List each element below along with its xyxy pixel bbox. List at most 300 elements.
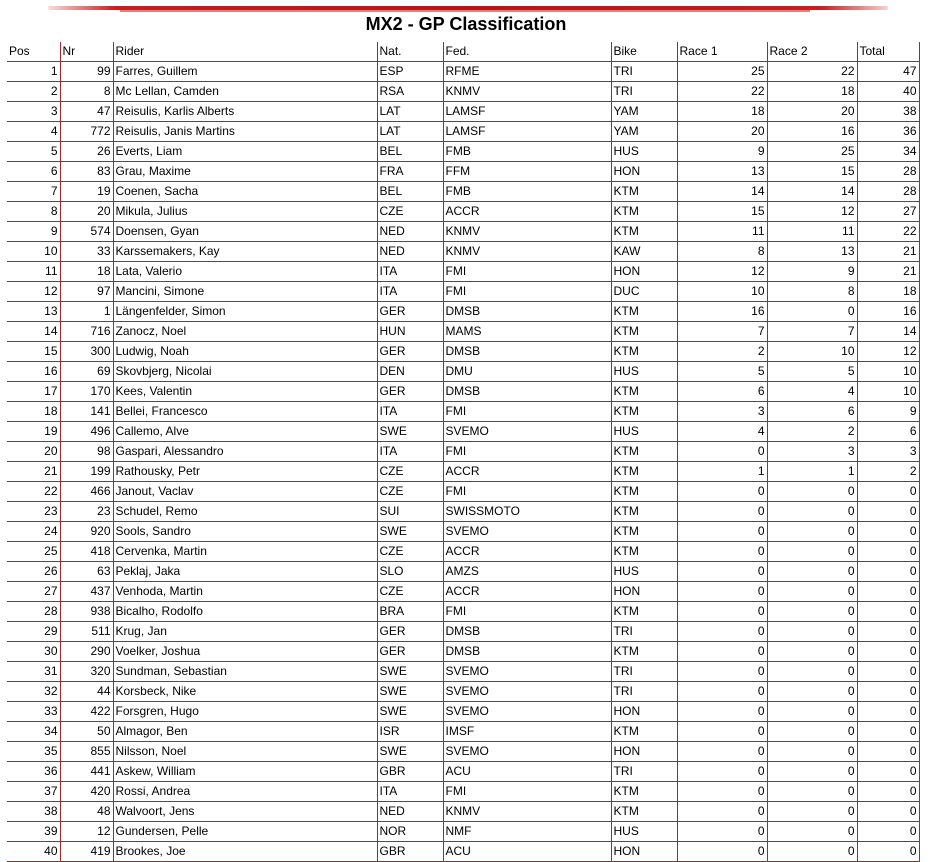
cell-nr: 8 (60, 82, 113, 102)
cell-race2: 10 (767, 342, 857, 362)
cell-nr: 420 (60, 782, 113, 802)
cell-total: 0 (857, 762, 919, 782)
cell-race2: 18 (767, 82, 857, 102)
cell-nr: 44 (60, 682, 113, 702)
cell-race1: 11 (677, 222, 767, 242)
table-row (7, 462, 919, 482)
cell-pos: 31 (7, 662, 60, 682)
table-row (7, 842, 919, 862)
cell-pos: 12 (7, 282, 60, 302)
cell-race2: 6 (767, 402, 857, 422)
cell-nat: BRA (377, 602, 443, 622)
cell-bike: HON (611, 702, 677, 722)
cell-bike: KTM (611, 802, 677, 822)
cell-race1: 0 (677, 522, 767, 542)
cell-race2: 3 (767, 442, 857, 462)
cell-total: 0 (857, 742, 919, 762)
cell-race2: 0 (767, 782, 857, 802)
cell-race2: 0 (767, 802, 857, 822)
cell-nr: 141 (60, 402, 113, 422)
cell-nat: ITA (377, 282, 443, 302)
cell-race2: 0 (767, 822, 857, 842)
cell-race1: 0 (677, 782, 767, 802)
cell-nat: FRA (377, 162, 443, 182)
cell-total: 22 (857, 222, 919, 242)
cell-nr: 170 (60, 382, 113, 402)
cell-race2: 8 (767, 282, 857, 302)
cell-rider: Sools, Sandro (113, 522, 377, 542)
cell-rider: Venhoda, Martin (113, 582, 377, 602)
table-row (7, 202, 919, 222)
cell-race1: 3 (677, 402, 767, 422)
cell-bike: KTM (611, 722, 677, 742)
cell-total: 36 (857, 122, 919, 142)
cell-nr: 418 (60, 542, 113, 562)
cell-fed: FMI (443, 442, 611, 462)
cell-race1: 0 (677, 802, 767, 822)
cell-fed: DMSB (443, 382, 611, 402)
cell-nat: GER (377, 342, 443, 362)
cell-race2: 0 (767, 582, 857, 602)
cell-race2: 20 (767, 102, 857, 122)
table-row (7, 422, 919, 442)
cell-fed: FMI (443, 402, 611, 422)
cell-race1: 0 (677, 722, 767, 742)
cell-nat: CZE (377, 582, 443, 602)
col-nr: Nr (60, 42, 113, 62)
table-row (7, 142, 919, 162)
cell-pos: 38 (7, 802, 60, 822)
cell-total: 16 (857, 302, 919, 322)
col-nat: Nat. (377, 42, 443, 62)
cell-total: 0 (857, 622, 919, 642)
cell-bike: TRI (611, 662, 677, 682)
cell-bike: KTM (611, 442, 677, 462)
cell-nat: CZE (377, 542, 443, 562)
cell-pos: 10 (7, 242, 60, 262)
table-row (7, 322, 919, 342)
cell-pos: 16 (7, 362, 60, 382)
cell-nat: LAT (377, 122, 443, 142)
cell-nr: 18 (60, 262, 113, 282)
cell-nat: SUI (377, 502, 443, 522)
cell-nr: 320 (60, 662, 113, 682)
cell-nr: 69 (60, 362, 113, 382)
cell-pos: 29 (7, 622, 60, 642)
cell-fed: SVEMO (443, 702, 611, 722)
col-race1: Race 1 (677, 42, 767, 62)
cell-race2: 16 (767, 122, 857, 142)
cell-bike: TRI (611, 62, 677, 82)
cell-bike: KTM (611, 222, 677, 242)
table-row (7, 562, 919, 582)
cell-race2: 0 (767, 602, 857, 622)
cell-nr: 97 (60, 282, 113, 302)
cell-nat: GER (377, 642, 443, 662)
cell-nr: 48 (60, 802, 113, 822)
cell-rider: Callemo, Alve (113, 422, 377, 442)
cell-total: 28 (857, 162, 919, 182)
col-bike: Bike (611, 42, 677, 62)
table-row (7, 702, 919, 722)
cell-nat: GER (377, 302, 443, 322)
table-row (7, 222, 919, 242)
cell-bike: HUS (611, 822, 677, 842)
cell-fed: SWISSMOTO (443, 502, 611, 522)
cell-pos: 21 (7, 462, 60, 482)
cell-total: 0 (857, 582, 919, 602)
cell-total: 21 (857, 262, 919, 282)
cell-rider: Bicalho, Rodolfo (113, 602, 377, 622)
cell-pos: 39 (7, 822, 60, 842)
cell-bike: KTM (611, 202, 677, 222)
col-race2: Race 2 (767, 42, 857, 62)
cell-pos: 30 (7, 642, 60, 662)
cell-race2: 0 (767, 522, 857, 542)
cell-rider: Sundman, Sebastian (113, 662, 377, 682)
cell-rider: Cervenka, Martin (113, 542, 377, 562)
cell-nat: SWE (377, 662, 443, 682)
cell-rider: Coenen, Sacha (113, 182, 377, 202)
cell-race1: 0 (677, 742, 767, 762)
cell-race2: 2 (767, 422, 857, 442)
cell-race1: 0 (677, 622, 767, 642)
cell-bike: KTM (611, 502, 677, 522)
cell-race1: 0 (677, 442, 767, 462)
cell-fed: FMB (443, 142, 611, 162)
cell-race2: 0 (767, 542, 857, 562)
cell-pos: 23 (7, 502, 60, 522)
cell-total: 34 (857, 142, 919, 162)
cell-pos: 32 (7, 682, 60, 702)
cell-bike: KTM (611, 642, 677, 662)
cell-pos: 27 (7, 582, 60, 602)
cell-pos: 13 (7, 302, 60, 322)
cell-race2: 9 (767, 262, 857, 282)
cell-nat: ITA (377, 262, 443, 282)
cell-race2: 0 (767, 562, 857, 582)
cell-nat: ITA (377, 782, 443, 802)
cell-nat: BEL (377, 182, 443, 202)
cell-pos: 17 (7, 382, 60, 402)
cell-bike: KTM (611, 522, 677, 542)
cell-nat: SWE (377, 682, 443, 702)
cell-nat: NED (377, 802, 443, 822)
cell-race2: 0 (767, 702, 857, 722)
cell-pos: 37 (7, 782, 60, 802)
cell-total: 18 (857, 282, 919, 302)
cell-fed: KNMV (443, 82, 611, 102)
cell-fed: KNMV (443, 802, 611, 822)
cell-bike: HON (611, 162, 677, 182)
cell-race1: 15 (677, 202, 767, 222)
cell-rider: Ludwig, Noah (113, 342, 377, 362)
cell-nat: ISR (377, 722, 443, 742)
cell-bike: TRI (611, 82, 677, 102)
cell-race1: 10 (677, 282, 767, 302)
cell-fed: SVEMO (443, 522, 611, 542)
cell-nr: 437 (60, 582, 113, 602)
cell-rider: Lata, Valerio (113, 262, 377, 282)
cell-rider: Rossi, Andrea (113, 782, 377, 802)
cell-race1: 20 (677, 122, 767, 142)
cell-nr: 19 (60, 182, 113, 202)
cell-race1: 18 (677, 102, 767, 122)
cell-race1: 12 (677, 262, 767, 282)
cell-nat: CZE (377, 462, 443, 482)
cell-nat: LAT (377, 102, 443, 122)
cell-rider: Bellei, Francesco (113, 402, 377, 422)
cell-rider: Kees, Valentin (113, 382, 377, 402)
cell-nr: 98 (60, 442, 113, 462)
cell-total: 0 (857, 482, 919, 502)
table-row (7, 502, 919, 522)
cell-pos: 25 (7, 542, 60, 562)
cell-nat: SWE (377, 522, 443, 542)
cell-nat: CZE (377, 202, 443, 222)
cell-nr: 20 (60, 202, 113, 222)
cell-race1: 0 (677, 682, 767, 702)
cell-nr: 938 (60, 602, 113, 622)
cell-rider: Karssemakers, Kay (113, 242, 377, 262)
cell-pos: 18 (7, 402, 60, 422)
cell-fed: LAMSF (443, 102, 611, 122)
table-row (7, 602, 919, 622)
cell-total: 0 (857, 802, 919, 822)
cell-rider: Längenfelder, Simon (113, 302, 377, 322)
cell-nr: 511 (60, 622, 113, 642)
cell-race1: 1 (677, 462, 767, 482)
cell-nat: ITA (377, 442, 443, 462)
cell-race1: 0 (677, 502, 767, 522)
table-row (7, 642, 919, 662)
cell-race2: 0 (767, 762, 857, 782)
cell-fed: LAMSF (443, 122, 611, 142)
cell-race2: 0 (767, 842, 857, 862)
table-row (7, 542, 919, 562)
cell-bike: HON (611, 842, 677, 862)
table-row (7, 102, 919, 122)
cell-rider: Mc Lellan, Camden (113, 82, 377, 102)
table-row (7, 822, 919, 842)
cell-bike: TRI (611, 622, 677, 642)
cell-rider: Skovbjerg, Nicolai (113, 362, 377, 382)
cell-race2: 22 (767, 62, 857, 82)
cell-race2: 0 (767, 622, 857, 642)
cell-race1: 0 (677, 562, 767, 582)
cell-fed: ACCR (443, 542, 611, 562)
cell-nat: SLO (377, 562, 443, 582)
cell-nr: 47 (60, 102, 113, 122)
cell-total: 0 (857, 662, 919, 682)
cell-bike: KTM (611, 322, 677, 342)
cell-nr: 772 (60, 122, 113, 142)
cell-race2: 0 (767, 302, 857, 322)
cell-race2: 15 (767, 162, 857, 182)
cell-pos: 15 (7, 342, 60, 362)
table-row (7, 482, 919, 502)
table-row (7, 582, 919, 602)
cell-race2: 25 (767, 142, 857, 162)
cell-nr: 920 (60, 522, 113, 542)
cell-total: 28 (857, 182, 919, 202)
cell-nat: NED (377, 242, 443, 262)
cell-race2: 0 (767, 482, 857, 502)
cell-rider: Reisulis, Karlis Alberts (113, 102, 377, 122)
page-title: MX2 - GP Classification (365, 14, 567, 34)
cell-total: 0 (857, 562, 919, 582)
cell-bike: KTM (611, 482, 677, 502)
cell-bike: KTM (611, 542, 677, 562)
cell-rider: Everts, Liam (113, 142, 377, 162)
cell-rider: Walvoort, Jens (113, 802, 377, 822)
table-row (7, 262, 919, 282)
cell-total: 10 (857, 362, 919, 382)
cell-pos: 22 (7, 482, 60, 502)
table-row (7, 382, 919, 402)
cell-fed: NMF (443, 822, 611, 842)
cell-total: 38 (857, 102, 919, 122)
cell-race1: 0 (677, 762, 767, 782)
cell-total: 0 (857, 542, 919, 562)
table-row (7, 402, 919, 422)
cell-rider: Zanocz, Noel (113, 322, 377, 342)
cell-fed: ACCR (443, 202, 611, 222)
table-row (7, 762, 919, 782)
cell-nat: ESP (377, 62, 443, 82)
cell-fed: DMSB (443, 302, 611, 322)
header-decoration-line (120, 10, 810, 12)
cell-nr: 496 (60, 422, 113, 442)
cell-pos: 6 (7, 162, 60, 182)
cell-race1: 0 (677, 642, 767, 662)
table-header-row (7, 42, 919, 62)
cell-fed: ACU (443, 762, 611, 782)
cell-nat: GBR (377, 842, 443, 862)
cell-race1: 14 (677, 182, 767, 202)
cell-nr: 441 (60, 762, 113, 782)
cell-nr: 83 (60, 162, 113, 182)
cell-rider: Reisulis, Janis Martins (113, 122, 377, 142)
cell-pos: 4 (7, 122, 60, 142)
cell-nat: NED (377, 222, 443, 242)
cell-total: 0 (857, 822, 919, 842)
cell-bike: YAM (611, 122, 677, 142)
cell-total: 6 (857, 422, 919, 442)
cell-race2: 0 (767, 502, 857, 522)
cell-race1: 2 (677, 342, 767, 362)
table-row (7, 442, 919, 462)
cell-race2: 0 (767, 742, 857, 762)
cell-pos: 7 (7, 182, 60, 202)
cell-race1: 13 (677, 162, 767, 182)
cell-total: 10 (857, 382, 919, 402)
cell-race1: 0 (677, 702, 767, 722)
cell-total: 0 (857, 602, 919, 622)
table-row (7, 122, 919, 142)
cell-bike: KTM (611, 342, 677, 362)
cell-total: 14 (857, 322, 919, 342)
cell-race2: 0 (767, 662, 857, 682)
cell-pos: 35 (7, 742, 60, 762)
table-row (7, 742, 919, 762)
table-row (7, 302, 919, 322)
table-row (7, 282, 919, 302)
cell-fed: FMI (443, 602, 611, 622)
cell-fed: FFM (443, 162, 611, 182)
cell-bike: KTM (611, 182, 677, 202)
table-row (7, 682, 919, 702)
cell-nat: ITA (377, 402, 443, 422)
cell-fed: SVEMO (443, 682, 611, 702)
cell-pos: 11 (7, 262, 60, 282)
cell-bike: YAM (611, 102, 677, 122)
cell-bike: KTM (611, 782, 677, 802)
cell-race1: 0 (677, 582, 767, 602)
cell-pos: 2 (7, 82, 60, 102)
cell-race2: 7 (767, 322, 857, 342)
cell-pos: 28 (7, 602, 60, 622)
cell-pos: 34 (7, 722, 60, 742)
cell-race2: 14 (767, 182, 857, 202)
cell-fed: FMI (443, 482, 611, 502)
cell-bike: HON (611, 742, 677, 762)
cell-nr: 199 (60, 462, 113, 482)
cell-rider: Doensen, Gyan (113, 222, 377, 242)
cell-fed: DMSB (443, 622, 611, 642)
cell-nr: 12 (60, 822, 113, 842)
cell-nat: RSA (377, 82, 443, 102)
cell-bike: HUS (611, 142, 677, 162)
cell-nr: 290 (60, 642, 113, 662)
cell-total: 0 (857, 842, 919, 862)
cell-fed: DMU (443, 362, 611, 382)
cell-race2: 0 (767, 682, 857, 702)
cell-rider: Gundersen, Pelle (113, 822, 377, 842)
cell-bike: HUS (611, 562, 677, 582)
cell-race1: 0 (677, 662, 767, 682)
col-total: Total (857, 42, 919, 62)
cell-race2: 13 (767, 242, 857, 262)
cell-nat: SWE (377, 742, 443, 762)
cell-fed: SVEMO (443, 422, 611, 442)
cell-nr: 50 (60, 722, 113, 742)
cell-nr: 99 (60, 62, 113, 82)
cell-pos: 9 (7, 222, 60, 242)
cell-total: 12 (857, 342, 919, 362)
cell-fed: ACU (443, 842, 611, 862)
cell-nat: GBR (377, 762, 443, 782)
cell-race2: 1 (767, 462, 857, 482)
cell-total: 0 (857, 782, 919, 802)
cell-bike: KTM (611, 402, 677, 422)
cell-rider: Askew, William (113, 762, 377, 782)
cell-nr: 300 (60, 342, 113, 362)
cell-race1: 5 (677, 362, 767, 382)
cell-race1: 0 (677, 842, 767, 862)
cell-rider: Forsgren, Hugo (113, 702, 377, 722)
cell-pos: 8 (7, 202, 60, 222)
table-row (7, 782, 919, 802)
table-row (7, 362, 919, 382)
cell-fed: FMI (443, 262, 611, 282)
cell-rider: Krug, Jan (113, 622, 377, 642)
cell-fed: AMZS (443, 562, 611, 582)
cell-race1: 0 (677, 542, 767, 562)
cell-bike: KAW (611, 242, 677, 262)
cell-bike: KTM (611, 302, 677, 322)
cell-nat: BEL (377, 142, 443, 162)
